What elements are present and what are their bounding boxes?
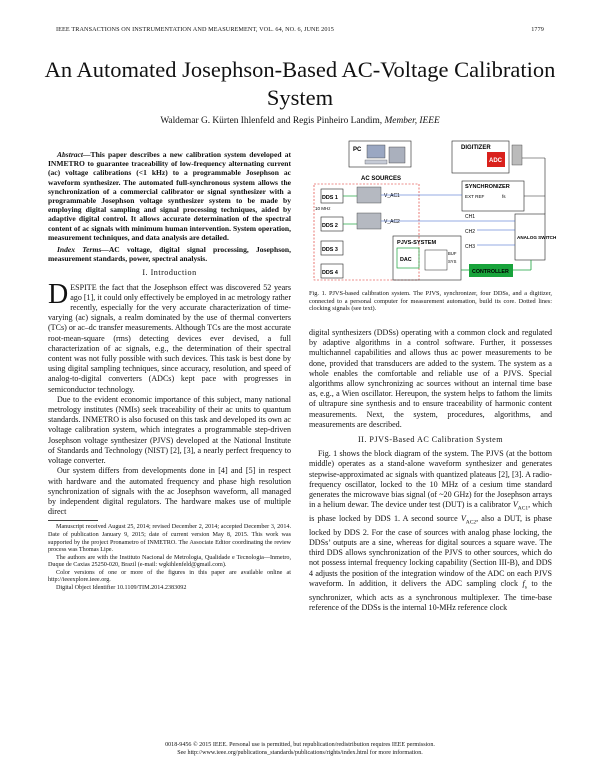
- figure-1: [309, 138, 557, 288]
- intro-paragraph-2: Due to the evident economic importance of this subject, many national metrology institutes (NMIs) seek traceability of their ac units to quantum standards. INMETRO is also focused on this task and developed its own ac voltage calibration system, which integrates a programmable step-driven Josephson voltage synthesizer (PJVS) developed at the National Institute of Standards and Technology (NIST) [2], [3], a nearly perfect frequency to voltage converter.: [48, 394, 291, 466]
- right-paragraph-1: digital synthesizers (DDSs) operating with a common clock and regulated by adaptive algorithms in a control software. Further, it possesses multichannel capabilities and allows thus ac power measurements to be done, provided that transducers are added to the system. The system as a whole enables the comfortable and reliable use of a PJVS. Special algorithms allow synchronizing ac sources without an internal time base as, e.g., a Wien oscillator. Hereupon, the system helps to fathom the limits of ultrapure sine synthesis and to ensure traceability of harmonic content measurements. Next, the system, procedures, algorithms, and measurements are described.: [309, 328, 552, 429]
- index-terms-lead: Index Terms—: [57, 245, 109, 255]
- running-header: [56, 26, 544, 33]
- right-paragraph-2: Fig. 1 shows the block diagram of the system. The PJVS (at the bottom middle) operates as a stand-alone waveform synthesizer and generates stepwise-approximated ac signals with quantized plateaus [2], [3]. A radio-frequency oscillator, locked to the 10 MHz of a cesium time standard generates the microwave bias signal (of ~20 GHz) for the Josephson arrays in a helium dewar. The device under test (DUT) is a calibrator $V_{AC1}$, which is phase locked by DDS 1. A second source $V_{AC2}$, also a DUT, is phase locked by DDS 2. For the case of sources with analog phase locking, the DDSs’ outputs are a sine, whereas for digital sources a square wave. The third DDS allows synchronization of the PJVS to other sources, which do not possess internal frequency locking capability (Section III-B), and DDS 4 adjusts the position of the integration window of the ADC on each PJVS waveform. In addition, it delivers the ADC sampling clock $f_s$ to the synchronizer, which acts as a synchronous multiplexer. The time-base reference of the DDSs is the internal 10-MHz reference clock: [309, 449, 552, 612]
- analog-switch-label: ANALOG SWITCH: [517, 235, 557, 240]
- monitor-icon: [367, 145, 385, 158]
- dds-2: [321, 217, 343, 231]
- abstract: [48, 150, 291, 242]
- svg-text:DDS 4: DDS 4: [322, 270, 338, 276]
- adc-label: ADC: [489, 158, 502, 164]
- calibrator-2-icon: [357, 213, 381, 229]
- intro-p1-text: the fact that the Josephson effect was discovered 52 years ago [1], it could only effectively be employed in ac metrology rather recently, especially for the very accurate characterization of time-varying (ac) signals, a realm dominated by the use of thermal converters (TCs) or ac–dc transfer measurements. Although TCs are the most accurate root-mean-square (rms) detecting devices ever devised, a full characterization of ac signals, e.g., the determination of their spectral content was not fully possible with such devices. This task is best done by using digital sampling techniques, since accuracy, resolution, and speed of analog-to-digital converters (ADCs) kept pace with progresses in semiconductor technology.: [48, 282, 291, 394]
- svg-text:DDS 3: DDS 3: [322, 247, 338, 253]
- ch2-label: CH2: [465, 229, 476, 235]
- dds-4: [321, 264, 343, 278]
- index-terms-text: AC voltage, digital signal processing, Josephson, measurement standards, power, spectral analysis.: [48, 245, 291, 264]
- intro-paragraph-1: [48, 278, 291, 395]
- josephson-array-box: [425, 250, 447, 270]
- digitizer-label: DIGITIZER: [461, 145, 491, 151]
- author-line: [40, 116, 560, 126]
- section-2-heading: II. PJVS-Based AC Calibration System: [357, 435, 504, 445]
- ch1-label: CH1: [465, 214, 476, 220]
- index-terms: [48, 245, 291, 263]
- abstract-text: This paper describes a new calibration system developed at INMETRO to guarantee traceability of low-frequency alternating current (ac) voltage calibrations (<1 kHz) to a programmable Josephson ac waveform synthesizer. The automated full-synchronous system allows the synchronization of a commercial calibrator or signal synthesizer with a programmable Josephson voltage synthesizer system to be made by employing digital sampling and signal processing techniques, aided by adaptive digital control. It allows accurate determination of the spectral content of ac signals with minimum human intervention. System operation, measurement techniques, and data analysis are detailed.: [48, 150, 291, 242]
- block-diagram: [309, 138, 557, 288]
- right-column: [309, 328, 552, 613]
- copyright-footer: [48, 742, 552, 757]
- buf-label: BUF: [448, 251, 457, 256]
- figure-caption: Fig. 1. PJVS-based calibration system. The PJVS, synchronizer, four DDSs, and a digitizer, connected to a personal computer for measurement automation, build its core. Dotted lines: clocking signals (see text).: [309, 290, 552, 313]
- digitizer-unit-icon: [512, 145, 522, 165]
- journal-name: IEEE TRANSACTIONS ON INSTRUMENTATION AND MEASUREMENT, VOL. 64, NO. 6, JUNE 2015: [56, 26, 334, 33]
- dac-label: DAC: [400, 257, 412, 263]
- sys-label: SYS: [448, 259, 457, 264]
- ch3-label: CH3: [465, 244, 476, 250]
- footnote-authors: The authors are with the Instituto Nacional de Metrologia, Qualidade e Tecnologia—Inmetro, Duque de Caxias 25250-020, Brazil (e-mail: wgkihlenfeld@gmail.com).: [48, 554, 291, 569]
- author-role: Member, IEEE: [384, 116, 440, 126]
- drop-cap: D: [48, 278, 69, 310]
- fs-label: fs: [502, 194, 506, 199]
- calibrator-1-icon: [357, 187, 381, 203]
- author-names: Waldemar G. Kürten Ihlenfeld and Regis Pinheiro Landim,: [160, 116, 383, 126]
- ext-ref-label: EXT REF: [465, 194, 485, 199]
- keyboard-icon: [365, 160, 387, 164]
- permissions-link[interactable]: See http://www.ieee.org/publications_standards/publications/rights/index.html for more information.: [177, 749, 423, 756]
- footnote-doi: Digital Object Identifier 10.1109/TIM.2014.2383092: [56, 585, 187, 592]
- intro-heading: I. Introduction: [142, 268, 197, 278]
- intro-caps: ESPITE: [70, 282, 97, 292]
- controller-label: CONTROLLER: [472, 269, 509, 275]
- footnote-color: Color versions of one or more of the figures in this paper are available online at http://ieeexplore.ieee.org.: [48, 569, 291, 584]
- vac2-label: V_AC2: [384, 219, 400, 225]
- footnote-manuscript: Manuscript received August 25, 2014; revised December 2, 2014; accepted December 3, 2014. Date of publication January 9, 2015; date of current version May 8, 2015. This work was supported by the project Pronametro of INMETRO. The Associate Editor coordinating the review process was Thomas Lipe.: [48, 524, 291, 554]
- paper-title: An Automated Josephson-Based AC-Voltage Calibration System: [44, 57, 556, 110]
- svg-text:DDS 1: DDS 1: [322, 195, 338, 201]
- vac1-label: V_AC1: [384, 193, 400, 199]
- pc-label: PC: [353, 147, 362, 153]
- computer-tower-icon: [389, 147, 405, 163]
- svg-text:DDS 2: DDS 2: [322, 223, 338, 229]
- footnote-rule: [48, 520, 98, 521]
- intro-paragraph-3: Our system differs from developments done in [4] and [5] in respect with hardware and the automated frequency and phase high resolution synchronization of signals with the ac Josephson waveform, all managed by independent digital regulators. The hardware makes use of multiple direct: [48, 466, 291, 517]
- copyright-line: 0018-9456 © 2015 IEEE. Personal use is permitted, but republication/redistribution requires IEEE permission.: [165, 742, 435, 748]
- left-column: [48, 150, 291, 593]
- ref-10mhz-label: 10 MHz: [315, 206, 331, 211]
- abstract-lead: Abstract—: [57, 150, 91, 159]
- dds-1: [321, 189, 343, 203]
- pjvs-label: PJVS-SYSTEM: [397, 240, 437, 246]
- ac-sources-label: AC SOURCES: [361, 176, 402, 182]
- page-number: 1779: [531, 26, 544, 33]
- synchronizer-label: SYNCHRONIZER: [465, 184, 510, 190]
- dds-3: [321, 241, 343, 255]
